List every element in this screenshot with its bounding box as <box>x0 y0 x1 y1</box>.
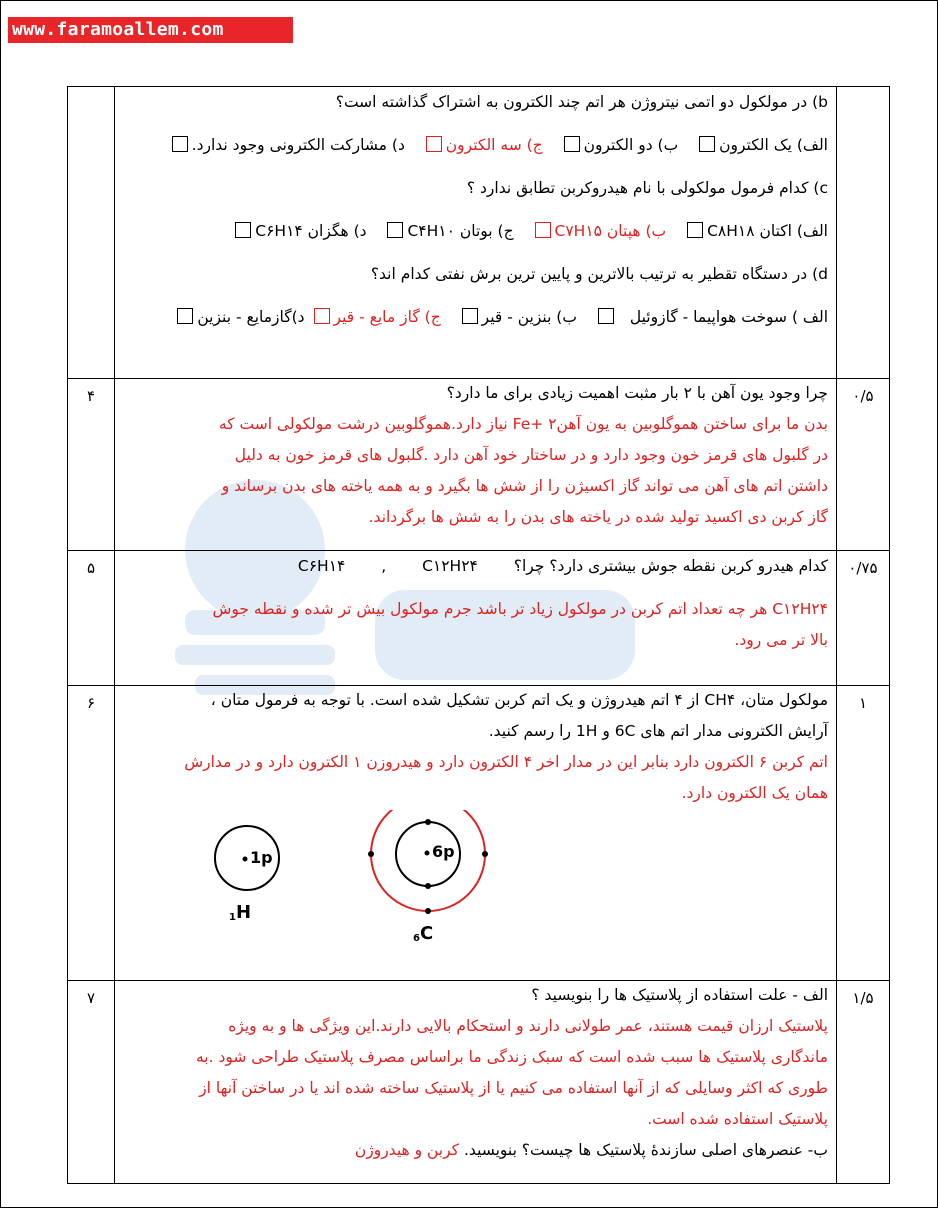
question-text: کدام هیدرو کربن نقطه جوش بیشتری دارد؟ چرا؟ <box>513 557 828 575</box>
checkbox-icon[interactable] <box>598 308 614 324</box>
answer-line: C۱۲H۲۴ هر چه تعداد اتم کربن در مولکول زیاد تر باشد جرم مولکول بیش تر شده و نقطه جوش <box>212 600 828 618</box>
question-number-cell <box>68 87 115 379</box>
question-body <box>115 981 837 1184</box>
answer-line: داشتن اتم های آهن می تواند گاز اکسیژن را از شش ها بگیرد و به همه یاخته های بدن برساند و <box>221 477 828 495</box>
question-row-4 <box>68 379 890 551</box>
checkbox-icon[interactable] <box>177 308 193 324</box>
question-number: ۶ <box>68 686 115 981</box>
exam-table <box>67 86 890 1184</box>
checkbox-icon[interactable] <box>699 136 715 152</box>
formula-separator: , <box>381 557 387 575</box>
option-b4: د) مشارکت الکترونی وجود ندارد. <box>191 136 405 154</box>
option-b1: الف) یک الکترون <box>719 136 828 154</box>
question-row-7 <box>68 981 890 1184</box>
question-c: c) کدام فرمول مولکولی با نام هیدروکربن تطابق ندارد ؟ <box>466 179 828 197</box>
electron-dot <box>425 819 431 825</box>
score: ۰/۵ <box>837 379 890 551</box>
question-body <box>115 379 837 551</box>
electron-dot <box>425 883 431 889</box>
electron-diagram <box>121 810 828 980</box>
answer-line: پلاستیک استفاده شده است. <box>647 1110 828 1128</box>
checkbox-icon[interactable] <box>172 136 188 152</box>
carbon-outer-shell <box>371 810 485 911</box>
question-text-b: ب- عنصرهای اصلی سازندهٔ پلاستیک ها چیست؟ بنویسید. <box>464 1141 828 1159</box>
formula-2: C۱۲H۲۴ <box>422 557 478 575</box>
question-d: d) در دستگاه تقطیر به ترتیب بالاترین و پایین ترین برش نفتی کدام اند؟ <box>370 265 828 283</box>
answer-line: ماندگاری پلاستیک ها سبب شده است که سبک زندگی ما براساس مصرف پلاستیک طراحی شود .به <box>196 1048 828 1066</box>
checkbox-icon[interactable] <box>564 136 580 152</box>
question-body <box>115 686 837 981</box>
question-row-continued <box>68 87 890 379</box>
hydrogen-nucleus-label: 1p <box>250 848 273 867</box>
hydrogen-symbol: $_1$H <box>229 902 252 923</box>
answer-line: گاز کربن دی اکسید تولید شده در یاخته های بدن را به شش ها برگرداند. <box>368 508 828 526</box>
question-body <box>115 551 837 686</box>
option-d2: ب) بنزین - قیر <box>481 308 577 326</box>
question-c-options <box>121 216 828 247</box>
electron-dot <box>368 851 374 857</box>
hydrogen-nucleus-dot <box>243 857 248 862</box>
checkbox-icon[interactable] <box>535 222 551 238</box>
option-d3-correct: ج) گاز مایع - قیر <box>333 308 441 326</box>
score: ۱/۵ <box>837 981 890 1184</box>
question-row-5 <box>68 551 890 686</box>
answer-line: در گلبول های قرمز خون وجود دارد و در ساختار خود آهن دارد .گلبول های قرمز خون به دلیل <box>234 446 828 464</box>
atom-diagram-svg <box>121 810 541 980</box>
question-text: چرا وجود یون آهن با ۲ بار مثبت اهمیت زیادی برای ما دارد؟ <box>446 384 828 402</box>
answer-line: پلاستیک ارزان قیمت هستند، عمر طولانی دارند و استحکام بالایی دارند.این ویژگی ها و به ویژه <box>228 1017 828 1035</box>
carbon-symbol: $_6$C <box>413 923 434 944</box>
option-d4: د)گازمایع - بنزین <box>197 308 305 326</box>
score-cell <box>837 87 890 379</box>
option-c1: الف) اکتان C۸H۱۸ <box>707 222 828 240</box>
carbon-nucleus-label: 6p <box>432 842 455 861</box>
option-c2-correct: ب) هپتان C۷H۱۵ <box>554 222 667 240</box>
formula-1: C۶H۱۴ <box>297 557 346 575</box>
answer-line: بالا تر می رود. <box>734 631 828 649</box>
electron-dot <box>482 851 488 857</box>
checkbox-icon[interactable] <box>314 308 330 324</box>
question-number: ۵ <box>68 551 115 686</box>
carbon-nucleus-dot <box>425 851 430 856</box>
site-url-banner[interactable]: www.faramoallem.com <box>8 17 293 43</box>
checkbox-icon[interactable] <box>462 308 478 324</box>
score: ۱ <box>837 686 890 981</box>
option-b2: ب) دو الکترون <box>583 136 679 154</box>
question-d-options <box>121 302 828 333</box>
electron-dot <box>425 908 431 914</box>
checkbox-icon[interactable] <box>235 222 251 238</box>
question-b-line <box>121 1136 828 1167</box>
question-line <box>121 551 828 582</box>
answer-b: کربن و هیدروژن <box>354 1141 460 1159</box>
option-b3-correct: ج) سه الکترون <box>445 136 543 154</box>
checkbox-icon[interactable] <box>687 222 703 238</box>
question-body-cell <box>115 87 837 379</box>
option-d1: الف ) سوخت هواپیما - گازوئیل <box>629 308 828 326</box>
checkbox-icon[interactable] <box>387 222 403 238</box>
checkbox-icon[interactable] <box>426 136 442 152</box>
option-c4: د) هگزان C۶H۱۴ <box>255 222 367 240</box>
answer-line: طوری که اکثر وسایلی که از آنها استفاده می کنیم یا از پلاستیک ساخته شده اند یا در ساختن آنها از <box>199 1079 828 1097</box>
answer-line: اتم کربن ۶ الکترون دارد بنابر این در مدار اخر ۴ الکترون دارد و هیدروزن ۱ الکترون دارد و در مدارش <box>184 753 828 771</box>
question-number: ۴ <box>68 379 115 551</box>
question-b-options <box>121 130 828 161</box>
option-c3: ج) بوتان C۴H۱۰ <box>407 222 514 240</box>
question-text-a: الف - علت استفاده از پلاستیک ها را بنویسید ؟ <box>531 986 828 1004</box>
question-text: آرایش الکترونی مدار اتم های 6C و 1H را رسم کنید. <box>488 722 828 740</box>
question-row-6 <box>68 686 890 981</box>
answer-line: بدن ما برای ساختن هموگلوبین به یون آهن۲ +Fe نیاز دارد.هموگلوبین درشت مولکولی است که <box>218 415 828 433</box>
score: ۰/۷۵ <box>837 551 890 686</box>
answer-line: همان یک الکترون دارد. <box>681 784 828 802</box>
question-b: b) در مولکول دو اتمی نیتروژن هر اتم چند الکترون به اشتراک گذاشته است؟ <box>335 93 828 111</box>
question-text: مولکول متان، CH۴ از ۴ اتم هیدروژن و یک اتم کربن تشکیل شده است. با توجه به فرمول متان ، <box>210 691 828 709</box>
question-number: ۷ <box>68 981 115 1184</box>
